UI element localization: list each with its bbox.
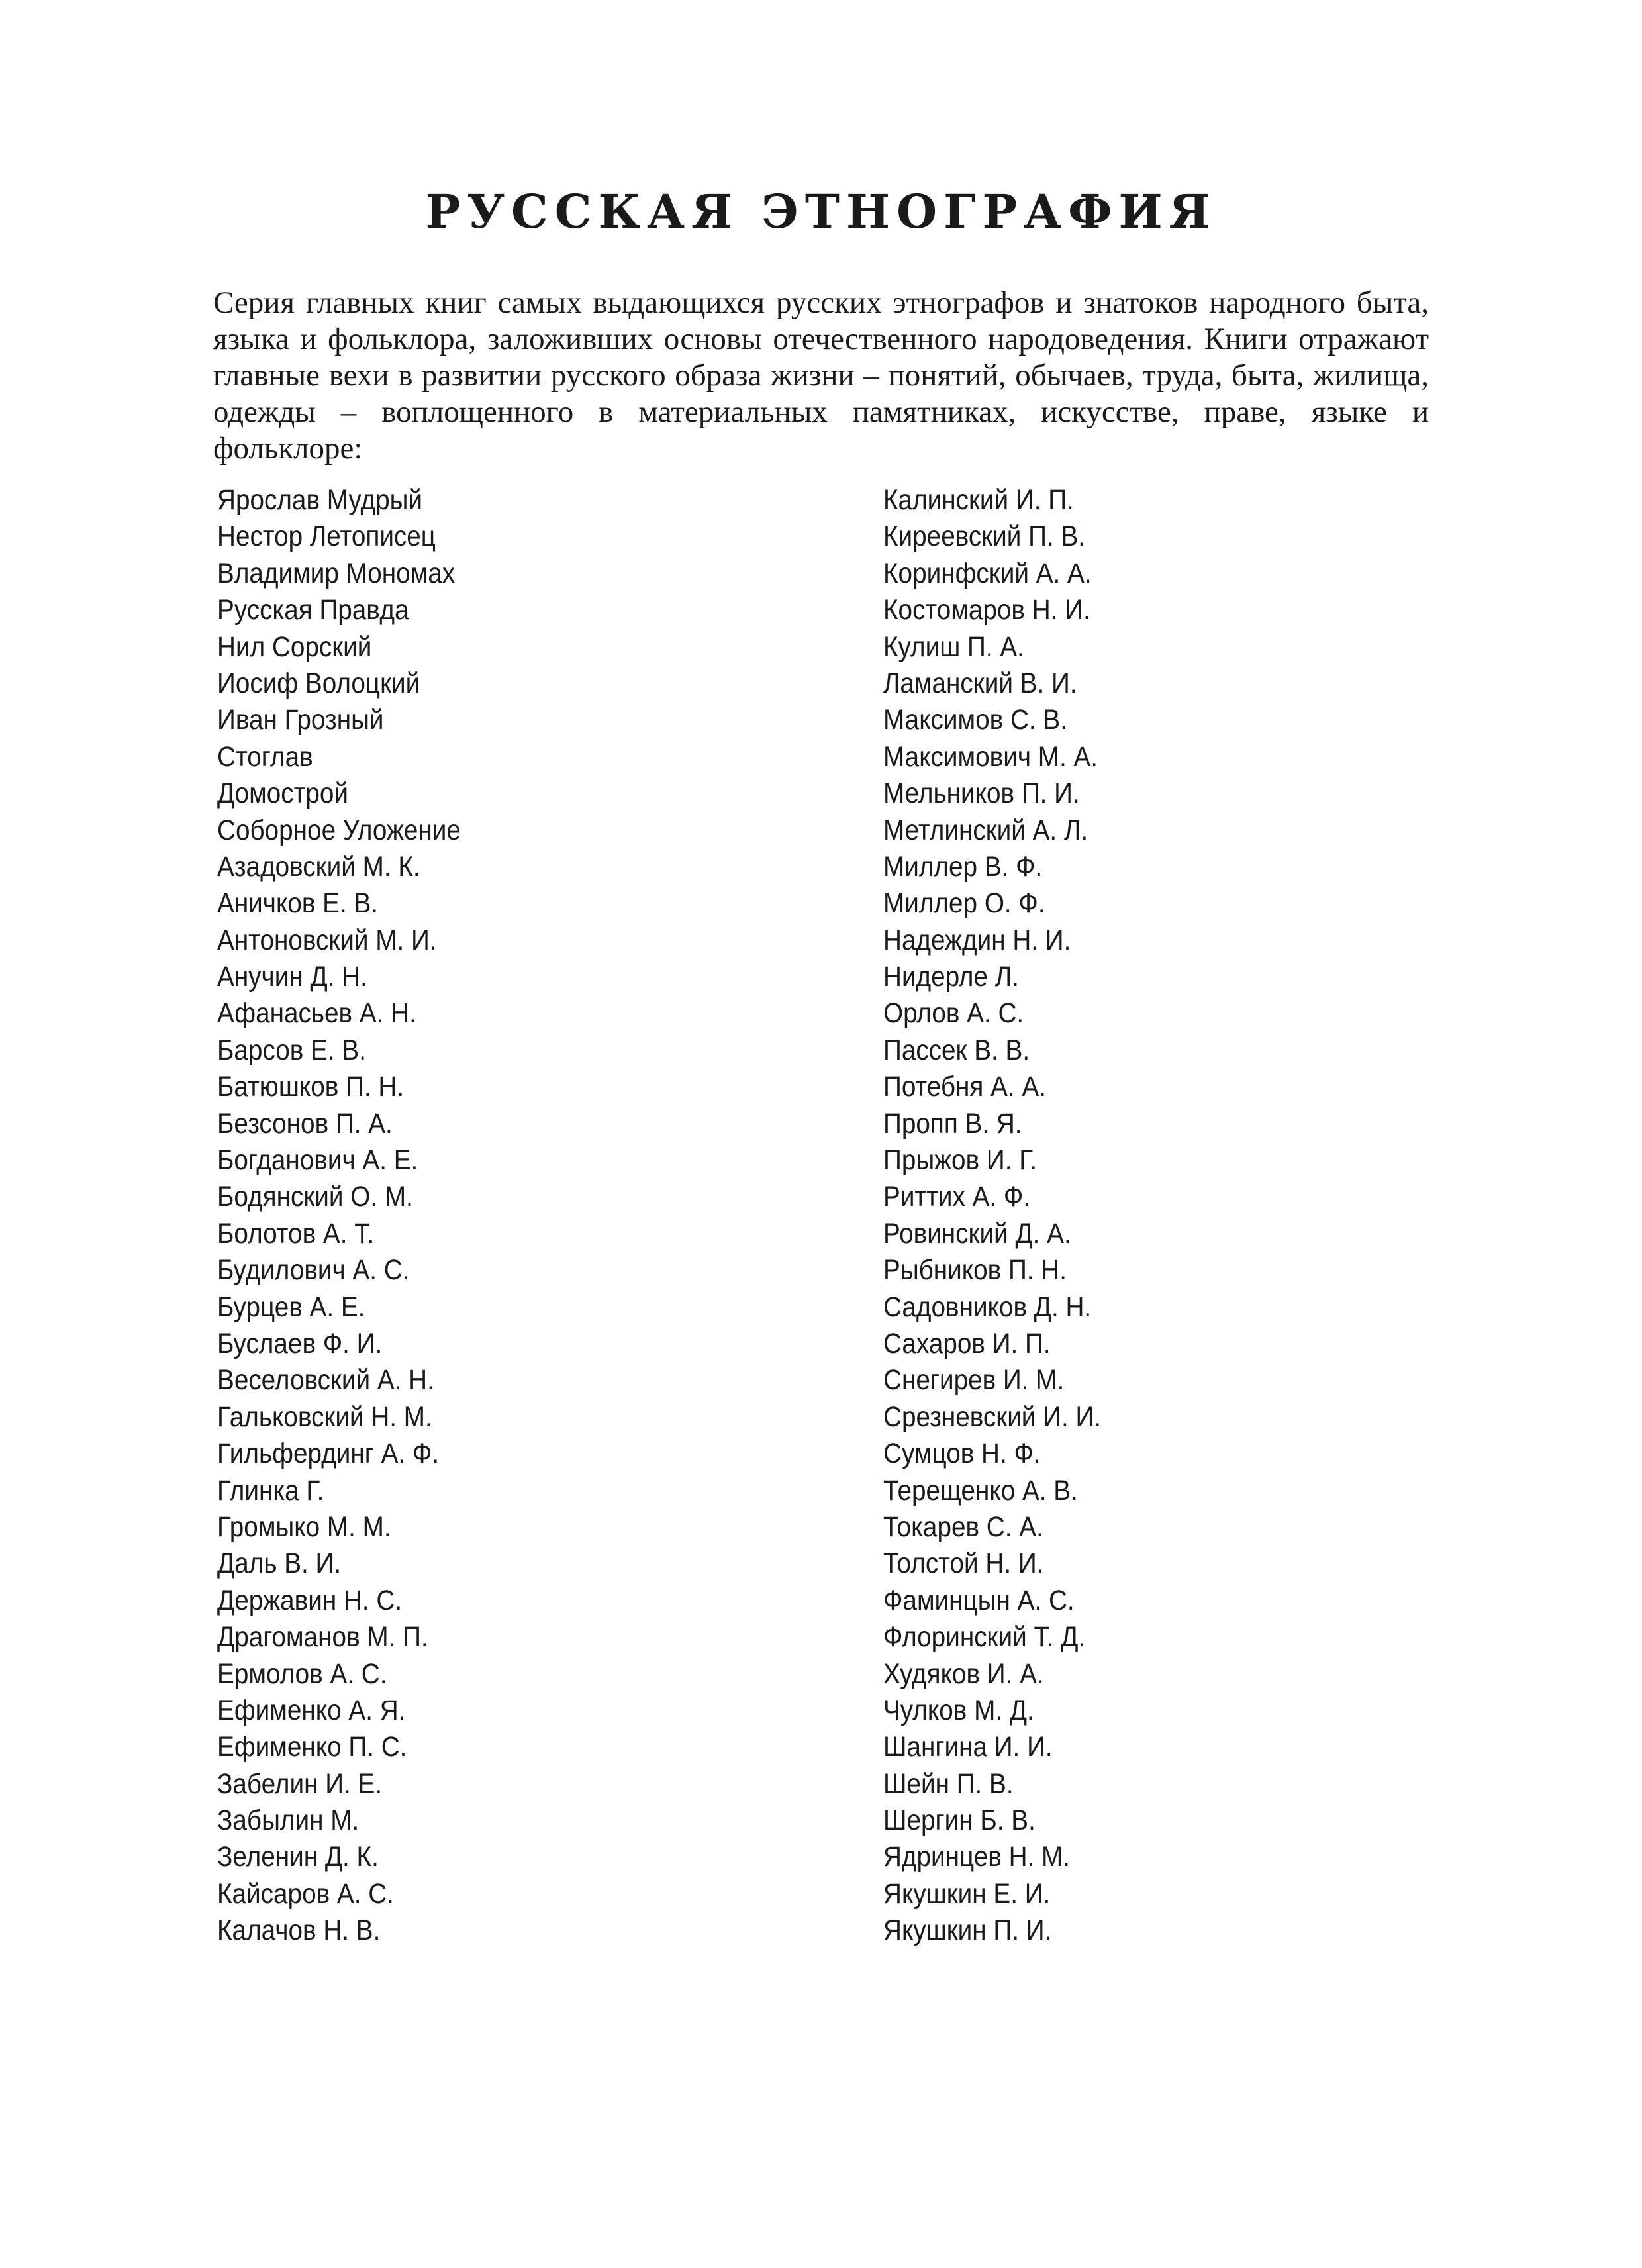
author-list-item: Забылин М. <box>217 1804 360 1837</box>
author-list-item: Ядринцев Н. М. <box>883 1841 1071 1873</box>
author-list-item: Иван Грозный <box>217 704 384 736</box>
author-list-item: Мельников П. И. <box>883 777 1080 810</box>
author-list-item: Пропп В. Я. <box>883 1107 1022 1140</box>
author-list-item: Нидерле Л. <box>883 961 1019 993</box>
author-list-item: Потебня А. А. <box>883 1071 1046 1103</box>
author-list-item: Домострой <box>217 777 349 810</box>
author-list-item: Пассек В. В. <box>883 1034 1030 1066</box>
author-list-item: Срезневский И. И. <box>883 1401 1102 1433</box>
author-list-item: Бодянский О. М. <box>217 1181 413 1213</box>
author-list-item: Гильфердинг А. Ф. <box>217 1438 440 1470</box>
author-list-item: Ярослав Мудрый <box>217 484 423 516</box>
author-list-item: Кайсаров А. С. <box>217 1877 394 1910</box>
author-list-item: Максимов С. В. <box>883 704 1067 736</box>
author-list-item: Токарев С. А. <box>883 1510 1043 1543</box>
author-list-item: Зеленин Д. К. <box>217 1841 379 1873</box>
author-list-item: Метлинский А. Л. <box>883 814 1088 846</box>
author-list-item: Безсонов П. А. <box>217 1107 393 1140</box>
author-list-item: Шангина И. И. <box>883 1731 1053 1763</box>
author-list-item: Худяков И. А. <box>883 1657 1044 1690</box>
author-list-item: Батюшков П. Н. <box>217 1071 405 1103</box>
author-list-item: Коринфский А. А. <box>883 557 1092 589</box>
author-list-item: Богданович А. Е. <box>217 1144 418 1177</box>
author-list-item: Веселовский А. Н. <box>217 1364 434 1397</box>
author-list-item: Флоринский Т. Д. <box>883 1621 1086 1653</box>
author-list-item: Якушкин П. И. <box>883 1914 1052 1947</box>
author-list-item: Ермолов А. С. <box>217 1657 387 1690</box>
author-list-item: Калачов Н. В. <box>217 1914 381 1947</box>
author-list-item: Орлов А. С. <box>883 997 1024 1030</box>
author-list-item: Снегирев И. М. <box>883 1364 1065 1397</box>
author-list-item: Ламанский В. И. <box>883 667 1077 699</box>
author-list-item: Антоновский М. И. <box>217 924 437 956</box>
author-list-item: Садовников Д. Н. <box>883 1291 1092 1323</box>
page-title: РУССКАЯ ЭТНОГРАФИЯ <box>425 184 1217 239</box>
author-list-item: Гальковский Н. М. <box>217 1401 432 1433</box>
author-list-item: Анучин Д. Н. <box>217 961 367 993</box>
author-list-item: Даль В. И. <box>217 1548 342 1580</box>
author-list-item: Владимир Мономах <box>217 557 456 589</box>
author-list-item: Нил Сорский <box>217 630 372 663</box>
author-list-item: Якушкин Е. И. <box>883 1877 1051 1910</box>
author-list-item: Чулков М. Д. <box>883 1694 1034 1726</box>
author-list-item: Бурцев А. Е. <box>217 1291 365 1323</box>
author-list-item: Шейн П. В. <box>883 1767 1014 1800</box>
author-list-item: Кулиш П. А. <box>883 630 1024 663</box>
author-list-item: Соборное Уложение <box>217 814 461 846</box>
author-list-item: Державин Н. С. <box>217 1584 403 1616</box>
author-list-item: Забелин И. Е. <box>217 1767 383 1800</box>
author-list-item: Ефименко А. Я. <box>217 1694 406 1726</box>
author-list-item: Миллер О. Ф. <box>883 887 1045 920</box>
author-list-item: Глинка Г. <box>217 1474 324 1506</box>
author-list-item: Сахаров И. П. <box>883 1327 1051 1359</box>
author-list-item: Миллер В. Ф. <box>883 850 1043 883</box>
author-list-item: Громыко М. М. <box>217 1510 391 1543</box>
author-list-item: Максимович М. А. <box>883 740 1098 773</box>
author-list-item: Сумцов Н. Ф. <box>883 1438 1041 1470</box>
author-list-item: Нестор Летописец <box>217 520 436 553</box>
author-list-item: Барсов Е. В. <box>217 1034 366 1066</box>
author-list-item: Калинский И. П. <box>883 484 1074 516</box>
authors-list-right <box>883 482 1101 1949</box>
author-list-item: Шергин Б. В. <box>883 1804 1036 1837</box>
author-list-item: Риттих А. Ф. <box>883 1181 1031 1213</box>
author-list-item: Терещенко А. В. <box>883 1474 1078 1506</box>
author-list-item: Драгоманов М. П. <box>217 1621 428 1653</box>
author-list-item: Надеждин Н. И. <box>883 924 1071 956</box>
author-list-item: Аничков Е. В. <box>217 887 379 920</box>
author-list-item: Толстой Н. И. <box>883 1548 1044 1580</box>
author-list-item: Афанасьев А. Н. <box>217 997 416 1030</box>
author-list-item: Фаминцын А. С. <box>883 1584 1075 1616</box>
author-list-item: Ровинский Д. А. <box>883 1217 1071 1250</box>
author-list-item: Прыжов И. Г. <box>883 1144 1038 1177</box>
author-list-item: Иосиф Волоцкий <box>217 667 420 699</box>
author-list-item: Буслаев Ф. И. <box>217 1327 383 1359</box>
author-list-item: Ефименко П. С. <box>217 1731 407 1763</box>
authors-list-left <box>217 482 461 1949</box>
author-list-item: Русская Правда <box>217 594 409 626</box>
author-list-item: Киреевский П. В. <box>883 520 1086 553</box>
author-list-item: Болотов А. Т. <box>217 1217 375 1250</box>
author-list-item: Костомаров Н. И. <box>883 594 1090 626</box>
author-list-item: Рыбников П. Н. <box>883 1254 1067 1287</box>
author-list-item: Будилович А. С. <box>217 1254 410 1287</box>
series-description: Серия главных книг самых выдающихся русских этнографов и знатоков народного быта, языка и фольклора, заложивших основы отечественного народоведения. Книги отражают главные вехи в развитии русского образа жизни – понятий, обычаев, труда, быта, жилища, одежды – воплощенного в материальных памятниках, искусстве, праве, языке и фольклоре: <box>213 285 1429 466</box>
author-list-item: Азадовский М. К. <box>217 850 420 883</box>
author-list-item: Стоглав <box>217 740 313 773</box>
